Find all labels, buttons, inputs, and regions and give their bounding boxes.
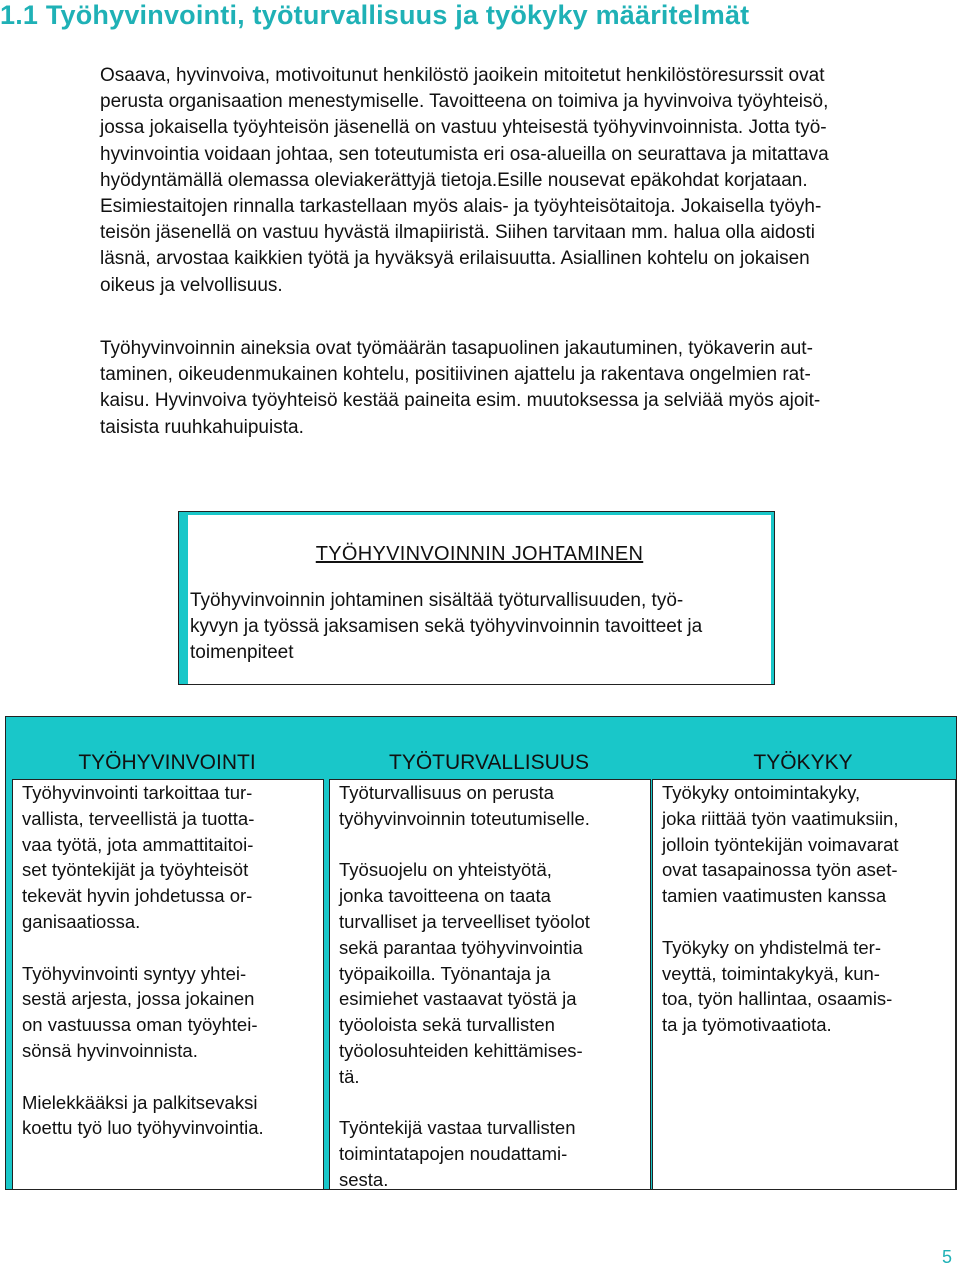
column-text (22, 780, 264, 1141)
text-line: oikeus ja velvollisuus. (100, 274, 283, 296)
column-tyohyvinvointi (12, 779, 324, 1190)
text-line: työoloista sekä turvallisten (339, 1014, 555, 1036)
text-line: Työhyvinvointi syntyy yhtei- (22, 962, 247, 984)
management-text (188, 588, 702, 666)
text-line: Työturvallisuus on perusta (339, 782, 554, 803)
text-line: turvalliset ja terveelliset työolot (339, 910, 590, 932)
column-text (339, 780, 590, 1193)
text-line: sestä arjesta, jossa jokainen (22, 988, 255, 1010)
box-accent-band (771, 512, 774, 684)
text-line: Osaava, hyvinvoiva, motivoitunut henkilöstö jaoikein mitoitetut henkilöstöresurssit ovat (100, 65, 825, 86)
text-line: jolloin työntekijän voimavarat (662, 833, 899, 855)
text-line: tamien vaatimusten kanssa (662, 885, 887, 907)
text-line: kyvyn ja työssä jaksamisen sekä työhyvinvoinnin tavoitteet ja (190, 616, 703, 637)
text-line: toimintatapojen noudattami- (339, 1143, 568, 1165)
elements-paragraph (100, 336, 930, 441)
intro-paragraph (100, 63, 930, 299)
column-tyoturvallisuus (329, 779, 651, 1190)
text-line: joka riittää työn vaatimuksiin, (662, 807, 899, 829)
text-line: esimiehet vastaavat työstä ja (339, 988, 577, 1010)
text-line: set työntekijät ja työyhteisöt (22, 859, 249, 881)
spacer (662, 909, 899, 935)
column-tyokyky (652, 779, 956, 1190)
text-line: Työkyky on yhdistelmä ter- (662, 936, 881, 958)
text-line: vallista, terveellistä ja tuotta- (22, 807, 255, 829)
text-line: työolosuhteiden kehittämises- (339, 1039, 583, 1061)
text-line: taminen, oikeudenmukainen kohtelu, positiivinen ajattelu ja rakentava ongelmien rat- (100, 364, 811, 386)
box-accent-band (179, 512, 188, 684)
text-line: vaa työtä, jota ammattitaitoi- (22, 833, 254, 855)
text-line: sönsä hyvinvoinnista. (22, 1039, 198, 1061)
text-line: Työhyvinvoinnin aineksia ovat työmäärän tasapuolinen jakautuminen, työkaverin aut- (100, 338, 813, 359)
text-line: työhyvinvoinnin toteutumiselle. (339, 807, 590, 829)
text-line: jossa jokaisella työyhteisön jäsenellä on vastuu yhteisestä työhyvinvoinnista. Jotta työ- (100, 117, 827, 139)
text-line: veyttä, toimintakykyä, kun- (662, 962, 880, 984)
text-line: jonka tavoitteena on taata (339, 885, 551, 907)
text-line: läsnä, arvostaa kaikkien työtä ja hyväksyä erilaisuutta. Asiallinen kohtelu on jokaisen (100, 248, 810, 270)
text-line: hyödyntämällä olemassa oleviakerättyjä tietoja.Esille nousevat epäkohdat korjataan. (100, 169, 808, 191)
text-line: hyvinvointia voidaan johtaa, sen toteutumista eri osa-alueilla on seurattava ja mitattava (100, 143, 829, 165)
text-line: Työsuojelu on yhteistyötä, (339, 859, 552, 881)
column-title-tyohyvinvointi: TYÖHYVINVOINTI (78, 751, 256, 774)
management-box-inner (188, 515, 771, 684)
column-text (662, 780, 899, 1038)
text-line: perusta organisaation menestymiselle. Tavoitteena on toimiva ja hyvinvoiva työyhteisö, (100, 91, 829, 113)
page-number: 5 (941, 1247, 952, 1267)
text-line: työpaikoilla. Työnantaja ja (339, 962, 551, 984)
text-line: Työhyvinvointi tarkoittaa tur- (22, 782, 253, 803)
text-line: on vastuussa oman työyhtei- (22, 1014, 258, 1036)
column-title-tyoturvallisuus: TYÖTURVALLISUUS (389, 751, 589, 774)
column-title-tyokyky: TYÖKYKY (753, 751, 853, 774)
text-line: tekevät hyvin johdetussa or- (22, 885, 253, 907)
text-line: toa, työn hallintaa, osaamis- (662, 988, 893, 1010)
text-line: sesta. (339, 1168, 389, 1190)
definitions-grid (5, 716, 957, 1190)
text-line: koettu työ luo työhyvinvointia. (22, 1117, 264, 1139)
text-line: toimenpiteet (190, 642, 294, 663)
text-line: ovat tasapainossa työn aset- (662, 859, 898, 881)
page-heading: 1.1 Työhyvinvointi, työturvallisuus ja työkyky määritelmät (0, 0, 750, 30)
spacer (22, 935, 264, 961)
text-line: tä. (339, 1065, 360, 1087)
text-line: teisön jäsenellä on vastuu hyvästä ilmapiiristä. Siihen tarvitaan mm. halua olla aidosti (100, 222, 815, 244)
text-line: Työkyky ontoimintakyky, (662, 782, 861, 803)
text-line: sekä parantaa työhyvinvointia (339, 936, 583, 958)
text-line: Työntekijä vastaa turvallisten (339, 1117, 576, 1139)
text-line: Mielekkääksi ja palkitsevaksi (22, 1091, 258, 1113)
text-line: taisista ruuhkahuipuista. (100, 416, 304, 438)
management-box (178, 511, 775, 685)
spacer (22, 1064, 264, 1090)
spacer (339, 1090, 590, 1116)
text-line: kaisu. Hyvinvoiva työyhteisö kestää paineita esim. muutoksessa ja selviää myös ajoit- (100, 390, 821, 412)
text-line: Työhyvinvoinnin johtaminen sisältää työturvallisuuden, työ- (190, 590, 684, 611)
text-line: ta ja työmotivaatiota. (662, 1014, 832, 1036)
spacer (339, 832, 590, 858)
management-title: TYÖHYVINVOINNIN JOHTAMINEN (315, 543, 644, 565)
text-line: ganisaatiossa. (22, 910, 141, 932)
text-line: Esimiestaitojen rinnalla tarkastellaan myös alais- ja työyhteisötaitoja. Jokaisella työyh- (100, 196, 822, 218)
